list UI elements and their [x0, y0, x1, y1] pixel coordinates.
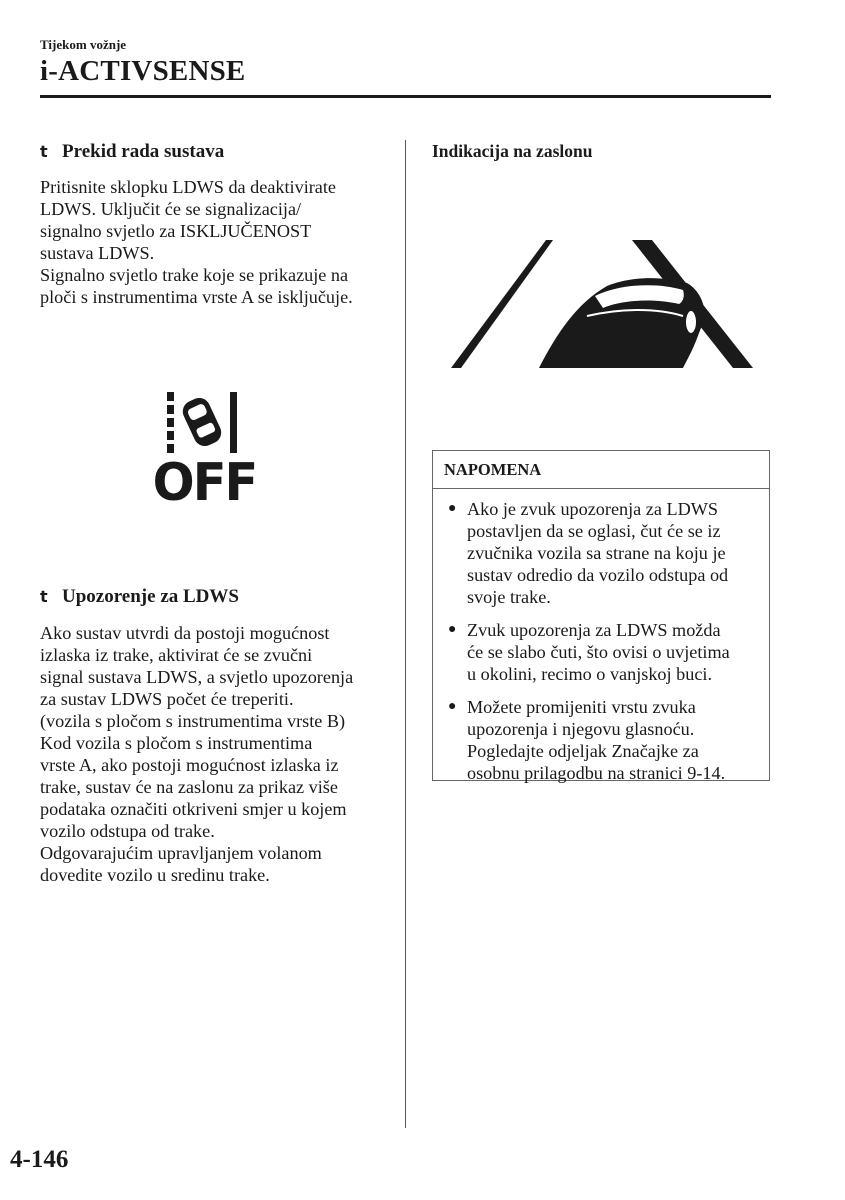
note-item	[443, 696, 763, 784]
page-number: 4-146	[10, 1146, 69, 1173]
note-item-text: Možete promijeniti vrstu zvuka upozorenja i njegovu glasnoću. Pogledajte odjeljak Značajke za osobnu prilagodbu na stranici 9-14.	[467, 697, 726, 783]
section-label: Tijekom vožnje	[40, 37, 127, 52]
note-title: NAPOMENA	[433, 451, 769, 489]
bullet-dot-icon: ●	[448, 699, 457, 714]
section-bullet: t	[40, 587, 48, 606]
off-label: OFF	[152, 453, 257, 513]
note-list	[443, 498, 763, 795]
title-rule	[40, 95, 771, 98]
note-item-text: Ako je zvuk upozorenja za LDWS postavljen da se oglasi, čut će se iz zvučnika vozila sa strane na koju je sustav odredio da vozilo odstupa od svoje trake.	[467, 499, 729, 607]
note-item	[443, 498, 763, 608]
section-bullet: t	[40, 142, 48, 161]
section-heading-upozorenje	[40, 586, 239, 608]
ldws-off-indicator-icon	[150, 388, 257, 513]
section-paragraph-prekid: Pritisnite sklopku LDWS da deaktivirate LDWS. Uključit će se signalizacija/ signalno svjetlo za ISKLJUČENOST sustava LDWS. Signalno svjetlo trake koje se prikazuje na ploči s instrumentima vrste A se isključuje.	[40, 177, 353, 307]
note-item	[443, 619, 763, 685]
note-box	[432, 450, 770, 781]
lane-departure-display-icon	[447, 238, 755, 370]
section-heading-text: Upozorenje za LDWS	[62, 586, 239, 607]
page-title: i-ACTIVSENSE	[40, 55, 246, 87]
section-heading-text: Prekid rada sustava	[62, 141, 225, 162]
bullet-dot-icon: ●	[448, 622, 457, 637]
section-paragraph-upozorenje: Ako sustav utvrdi da postoji mogućnost izlaska iz trake, aktivirat će se zvučni signal sustava LDWS, a svjetlo upozorenja za sustav LDWS počet će treperiti. (vozila s pločom s instrumentima vrste B) Kod vozila s pločom s instrumentima vrste A, ako postoji mogućnost izlaska iz trake, sustav će na zaslonu za prikaz više podataka označiti otkriveni smjer u kojem vozilo odstupa od trake. Odgovarajućim upravljanjem volanom dovedite vozilo u sredinu trake.	[40, 623, 354, 885]
bullet-dot-icon: ●	[448, 501, 457, 516]
lane-departure-display-svg	[447, 238, 755, 370]
display-indication-heading: Indikacija na zaslonu	[432, 141, 593, 161]
column-divider	[405, 140, 406, 1128]
note-item-text: Zvuk upozorenja za LDWS možda će se slabo čuti, što ovisi o uvjetima u okolini, recimo o vanjskoj buci.	[467, 620, 730, 684]
section-heading-prekid	[40, 141, 224, 163]
